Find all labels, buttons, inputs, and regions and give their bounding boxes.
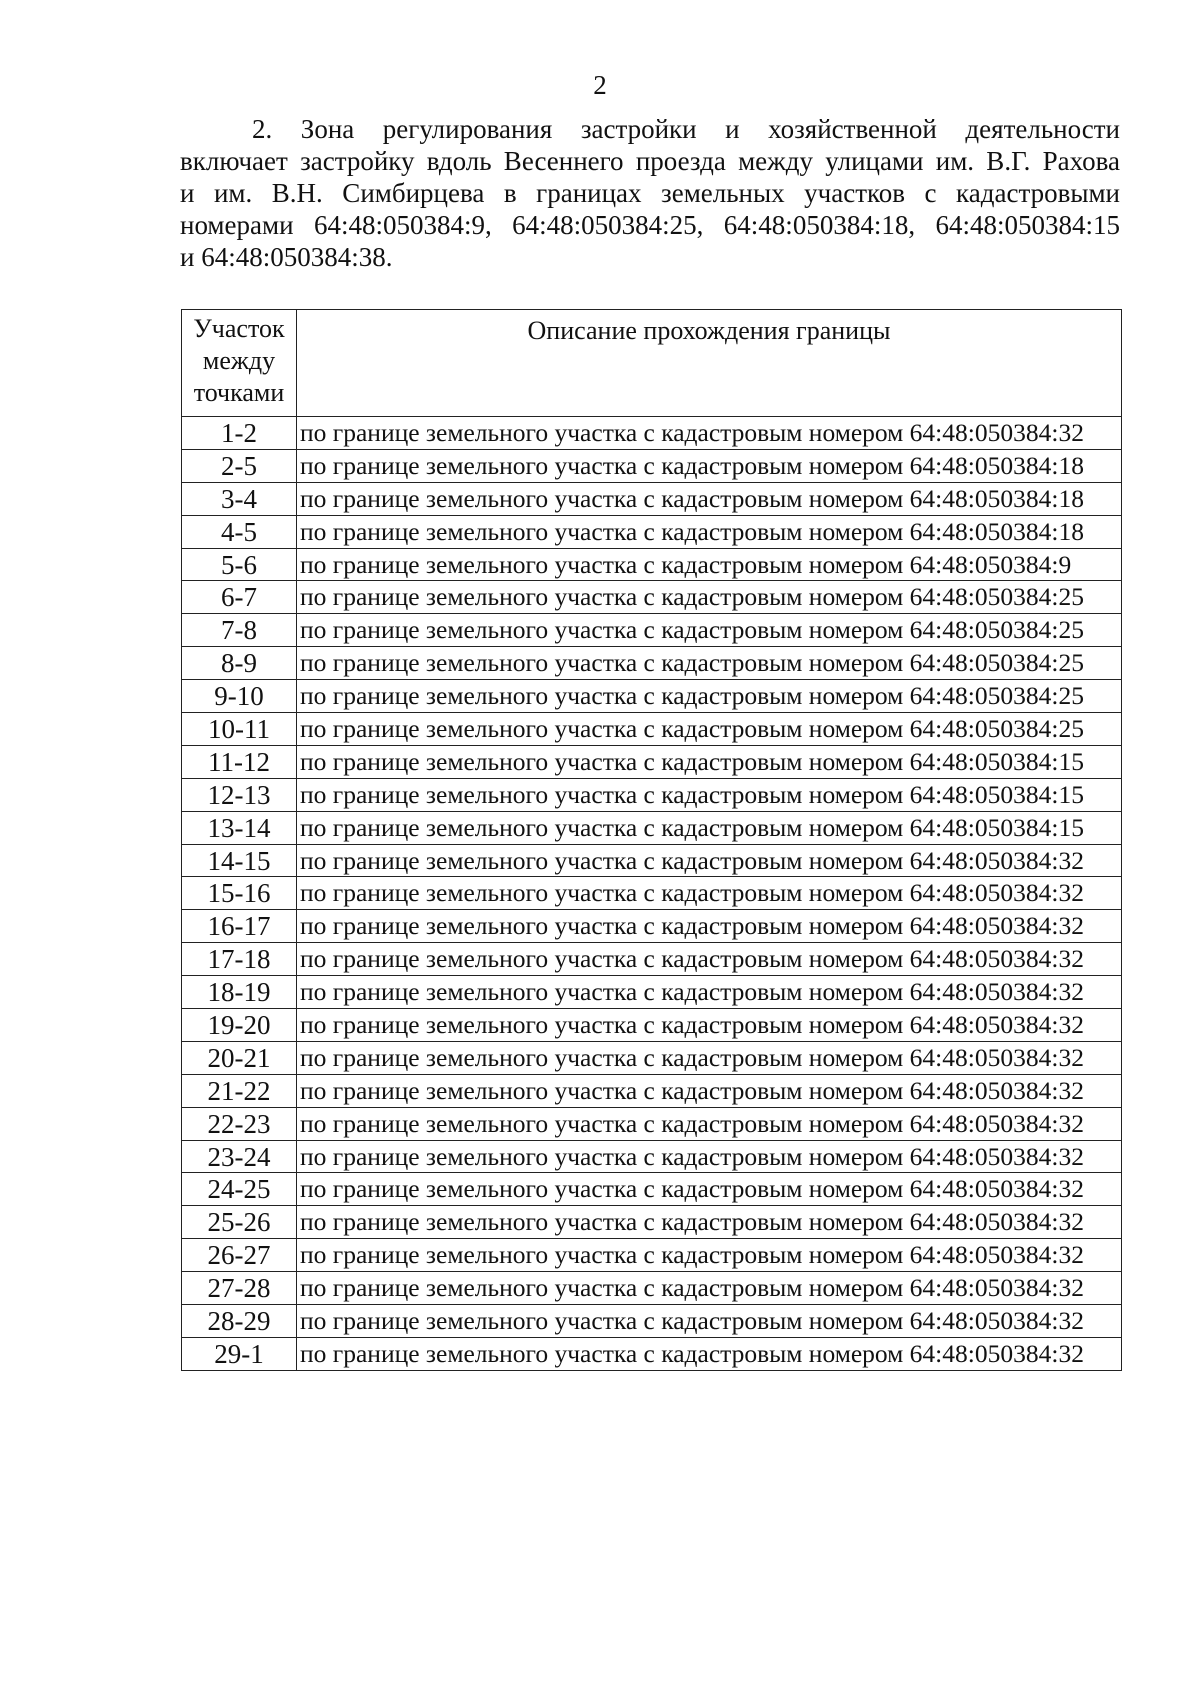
boundary-description-cell: по границе земельного участка с кадастровым номером 64:48:050384:32 bbox=[297, 1272, 1122, 1305]
boundary-description-cell: по границе земельного участка с кадастровым номером 64:48:050384:32 bbox=[297, 1074, 1122, 1107]
boundary-description-cell: по границе земельного участка с кадастровым номером 64:48:050384:32 bbox=[297, 1009, 1122, 1042]
segment-points-cell: 15-16 bbox=[182, 877, 297, 910]
boundary-description-cell: по границе земельного участка с кадастровым номером 64:48:050384:9 bbox=[297, 548, 1122, 581]
segment-points-cell: 6-7 bbox=[182, 581, 297, 614]
segment-points-cell: 9-10 bbox=[182, 680, 297, 713]
segment-points-cell: 17-18 bbox=[182, 943, 297, 976]
boundary-description-cell: по границе земельного участка с кадастровым номером 64:48:050384:32 bbox=[297, 943, 1122, 976]
boundary-description-cell: по границе земельного участка с кадастровым номером 64:48:050384:32 bbox=[297, 1206, 1122, 1239]
table-row bbox=[182, 1140, 1122, 1173]
boundary-description-cell: по границе земельного участка с кадастровым номером 64:48:050384:32 bbox=[297, 877, 1122, 910]
table-row bbox=[182, 449, 1122, 482]
boundary-description-cell: по границе земельного участка с кадастровым номером 64:48:050384:18 bbox=[297, 482, 1122, 515]
segment-points-cell: 12-13 bbox=[182, 778, 297, 811]
paragraph-line: и им. В.Н. Симбирцева в границах земельных участков с кадастровыми bbox=[180, 178, 1120, 208]
zone-paragraph bbox=[180, 113, 1120, 273]
table-row bbox=[182, 811, 1122, 844]
segment-points-cell: 26-27 bbox=[182, 1239, 297, 1272]
table-row bbox=[182, 713, 1122, 746]
header-segment-line: Участок bbox=[193, 314, 285, 343]
segment-points-cell: 25-26 bbox=[182, 1206, 297, 1239]
header-segment-between-points bbox=[182, 310, 297, 417]
table-row bbox=[182, 614, 1122, 647]
table-row bbox=[182, 417, 1122, 450]
boundary-description-cell: по границе земельного участка с кадастровым номером 64:48:050384:32 bbox=[297, 1107, 1122, 1140]
segment-points-cell: 8-9 bbox=[182, 647, 297, 680]
boundary-description-cell: по границе земельного участка с кадастровым номером 64:48:050384:15 bbox=[297, 778, 1122, 811]
table-row bbox=[182, 1239, 1122, 1272]
segment-points-cell: 2-5 bbox=[182, 449, 297, 482]
boundary-description-cell: по границе земельного участка с кадастровым номером 64:48:050384:32 bbox=[297, 1041, 1122, 1074]
boundary-description-cell: по границе земельного участка с кадастровым номером 64:48:050384:25 bbox=[297, 614, 1122, 647]
boundary-description-cell: по границе земельного участка с кадастровым номером 64:48:050384:15 bbox=[297, 745, 1122, 778]
table-row bbox=[182, 976, 1122, 1009]
paragraph-line: номерами 64:48:050384:9, 64:48:050384:25, 64:48:050384:18, 64:48:050384:15 bbox=[180, 210, 1120, 240]
table-row bbox=[182, 1206, 1122, 1239]
table-row bbox=[182, 745, 1122, 778]
boundary-description-cell: по границе земельного участка с кадастровым номером 64:48:050384:32 bbox=[297, 844, 1122, 877]
boundary-description-cell: по границе земельного участка с кадастровым номером 64:48:050384:15 bbox=[297, 811, 1122, 844]
segment-points-cell: 28-29 bbox=[182, 1305, 297, 1338]
segment-points-cell: 11-12 bbox=[182, 745, 297, 778]
boundary-description-cell: по границе земельного участка с кадастровым номером 64:48:050384:25 bbox=[297, 581, 1122, 614]
segment-points-cell: 4-5 bbox=[182, 515, 297, 548]
table-row bbox=[182, 581, 1122, 614]
boundary-description-cell: по границе земельного участка с кадастровым номером 64:48:050384:32 bbox=[297, 1305, 1122, 1338]
segment-points-cell: 22-23 bbox=[182, 1107, 297, 1140]
header-boundary-description: Описание прохождения границы bbox=[297, 310, 1122, 417]
table-row bbox=[182, 910, 1122, 943]
table-row bbox=[182, 1009, 1122, 1042]
table-row bbox=[182, 647, 1122, 680]
boundary-description-cell: по границе земельного участка с кадастровым номером 64:48:050384:25 bbox=[297, 647, 1122, 680]
paragraph-line: включает застройку вдоль Весеннего проезда между улицами им. В.Г. Рахова bbox=[180, 146, 1120, 176]
segment-points-cell: 13-14 bbox=[182, 811, 297, 844]
segment-points-cell: 23-24 bbox=[182, 1140, 297, 1173]
table-row bbox=[182, 515, 1122, 548]
header-segment-line: между bbox=[202, 346, 276, 375]
table-row bbox=[182, 1074, 1122, 1107]
segment-points-cell: 18-19 bbox=[182, 976, 297, 1009]
paragraph-line: и 64:48:050384:38. bbox=[180, 242, 393, 272]
segment-points-cell: 20-21 bbox=[182, 1041, 297, 1074]
boundary-description-cell: по границе земельного участка с кадастровым номером 64:48:050384:18 bbox=[297, 515, 1122, 548]
table-row bbox=[182, 1107, 1122, 1140]
table-row bbox=[182, 680, 1122, 713]
table-row bbox=[182, 778, 1122, 811]
boundary-description-cell: по границе земельного участка с кадастровым номером 64:48:050384:18 bbox=[297, 449, 1122, 482]
boundary-description-cell: по границе земельного участка с кадастровым номером 64:48:050384:32 bbox=[297, 976, 1122, 1009]
segment-points-cell: 10-11 bbox=[182, 713, 297, 746]
header-segment-line: точками bbox=[193, 378, 285, 407]
table-row bbox=[182, 877, 1122, 910]
table-row bbox=[182, 1272, 1122, 1305]
boundary-description-cell: по границе земельного участка с кадастровым номером 64:48:050384:25 bbox=[297, 713, 1122, 746]
segment-points-cell: 19-20 bbox=[182, 1009, 297, 1042]
table-body bbox=[182, 417, 1122, 1371]
paragraph-line: 2. Зона регулирования застройки и хозяйственной деятельности bbox=[252, 114, 1120, 144]
segment-points-cell: 16-17 bbox=[182, 910, 297, 943]
segment-points-cell: 29-1 bbox=[182, 1337, 297, 1370]
table-row bbox=[182, 1305, 1122, 1338]
boundary-description-cell: по границе земельного участка с кадастровым номером 64:48:050384:32 bbox=[297, 1140, 1122, 1173]
table-row bbox=[182, 844, 1122, 877]
table-row bbox=[182, 548, 1122, 581]
segment-points-cell: 1-2 bbox=[182, 417, 297, 450]
boundary-description-cell: по границе земельного участка с кадастровым номером 64:48:050384:32 bbox=[297, 417, 1122, 450]
segment-points-cell: 24-25 bbox=[182, 1173, 297, 1206]
segment-points-cell: 27-28 bbox=[182, 1272, 297, 1305]
boundary-description-cell: по границе земельного участка с кадастровым номером 64:48:050384:25 bbox=[297, 680, 1122, 713]
boundary-description-cell: по границе земельного участка с кадастровым номером 64:48:050384:32 bbox=[297, 910, 1122, 943]
boundary-description-cell: по границе земельного участка с кадастровым номером 64:48:050384:32 bbox=[297, 1239, 1122, 1272]
boundary-table bbox=[181, 309, 1122, 1371]
table-row bbox=[182, 482, 1122, 515]
table-row bbox=[182, 943, 1122, 976]
segment-points-cell: 21-22 bbox=[182, 1074, 297, 1107]
segment-points-cell: 3-4 bbox=[182, 482, 297, 515]
segment-points-cell: 14-15 bbox=[182, 844, 297, 877]
table-row bbox=[182, 1173, 1122, 1206]
segment-points-cell: 7-8 bbox=[182, 614, 297, 647]
table-header-row bbox=[182, 310, 1122, 417]
page-number: 2 bbox=[593, 70, 607, 100]
table-row bbox=[182, 1041, 1122, 1074]
table-row bbox=[182, 1337, 1122, 1370]
boundary-description-cell: по границе земельного участка с кадастровым номером 64:48:050384:32 bbox=[297, 1173, 1122, 1206]
boundary-description-cell: по границе земельного участка с кадастровым номером 64:48:050384:32 bbox=[297, 1337, 1122, 1370]
segment-points-cell: 5-6 bbox=[182, 548, 297, 581]
